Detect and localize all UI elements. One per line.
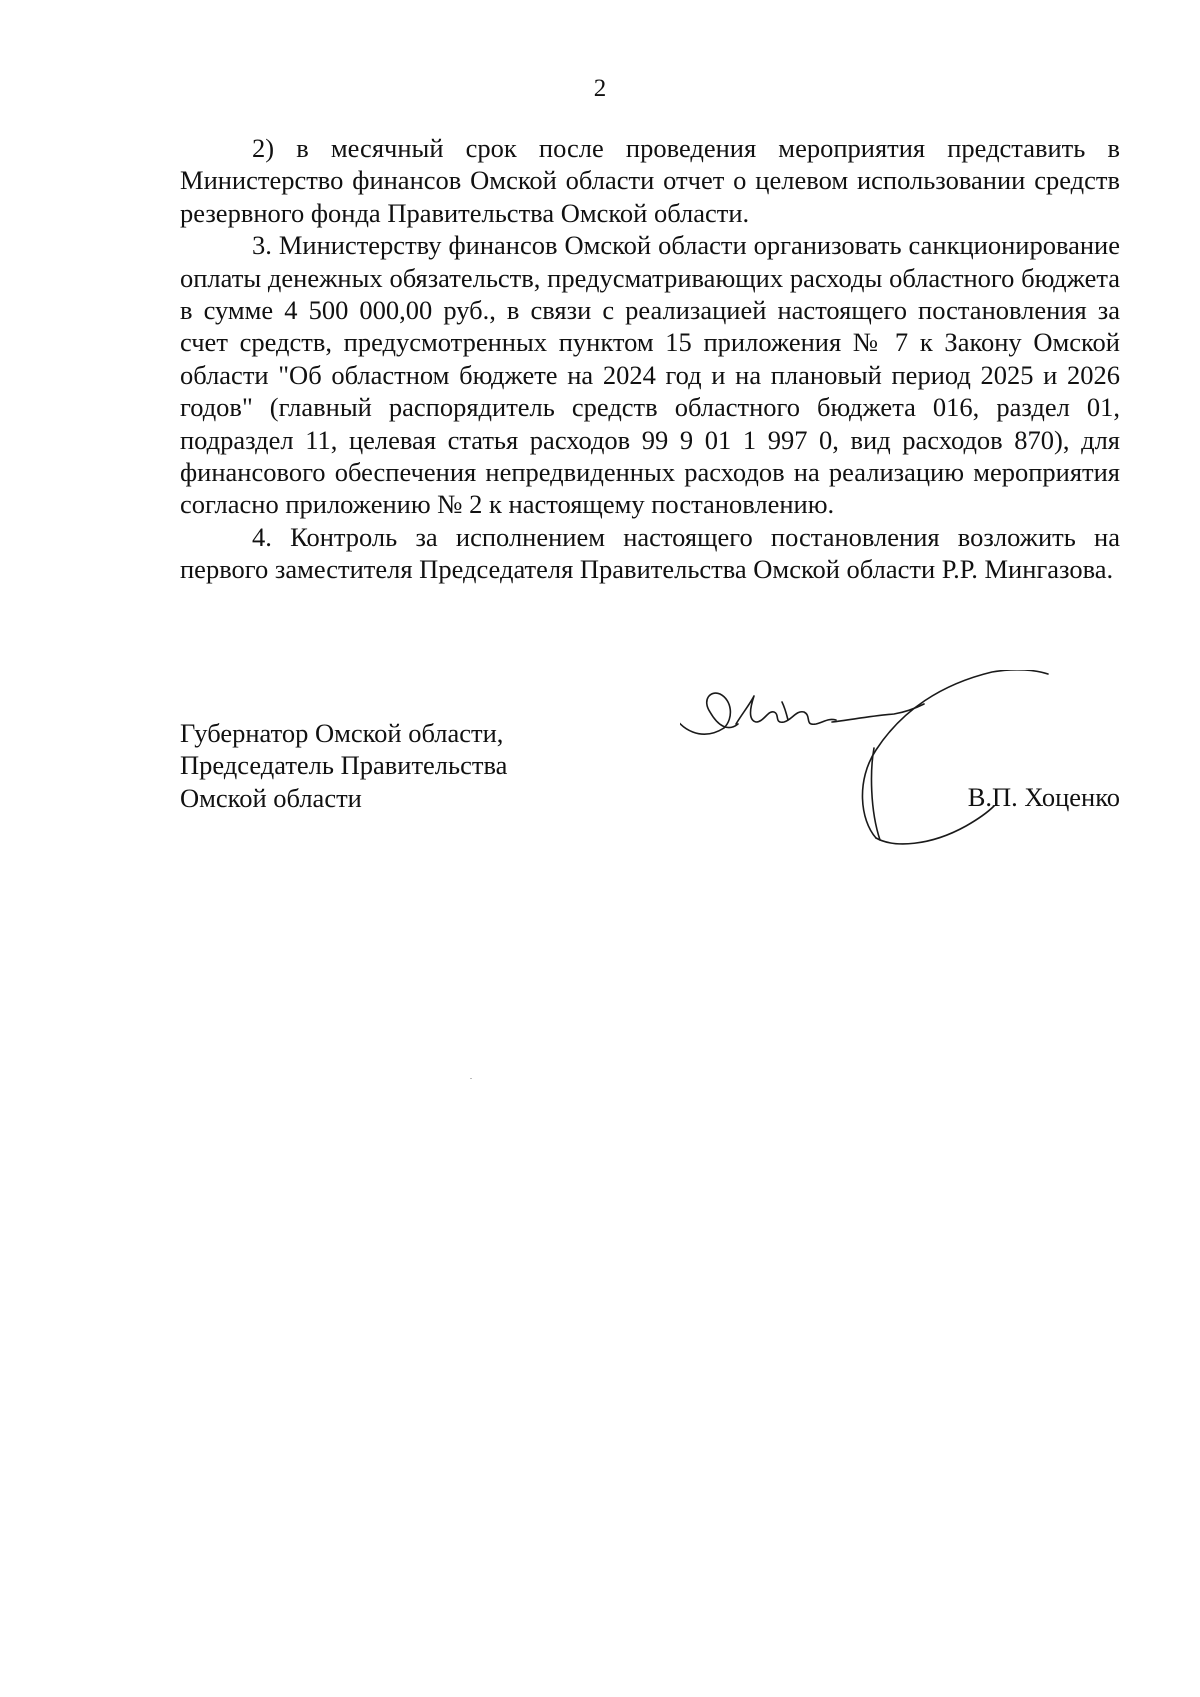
signatory-position-line-1: Губернатор Омской области,	[180, 718, 504, 748]
signatory-name: В.П. Хоценко	[967, 782, 1120, 812]
paragraph-item-2: 2) в месячный срок после проведения мероприятия представить в Министерство финансов Омской области отчет о целевом использовании средств резервного фонда Правительства Омской области.	[180, 133, 1120, 228]
paragraph-item-3: 3. Министерству финансов Омской области организовать санкционирование оплаты денежных обязательств, предусматривающих расходы областного бюджета в сумме 4 500 000,00 руб., в связи с реализацией настоящего постановления за счет средств, предусмотренных пунктом 15 приложения № 7 к Закону Омской области "Об областном бюджете на 2024 год и на плановый период 2025 и 2026 годов" (главный распорядитель средств областного бюджета 016, раздел 01, подраздел 11, целевая статья расходов 99 9 01 1 997 0, вид расходов 870), для финансового обеспечения непредвиденных расходов на реализацию мероприятия согласно приложению № 2 к настоящему постановлению.	[180, 230, 1120, 520]
paragraph-item-4: 4. Контроль за исполнением настоящего постановления возложить на первого заместителя Председателя Правительства Омской области Р.Р. Мингазова.	[180, 521, 1120, 585]
handwritten-signature	[680, 670, 1100, 870]
scan-speck	[470, 1078, 472, 1079]
signatory-position	[180, 717, 600, 814]
signatory-position-line-3: Омской области	[180, 782, 362, 813]
page-number: 2	[593, 75, 607, 102]
signatory-position-line-2: Председатель Правительства	[180, 750, 508, 781]
document-body	[180, 132, 1120, 586]
